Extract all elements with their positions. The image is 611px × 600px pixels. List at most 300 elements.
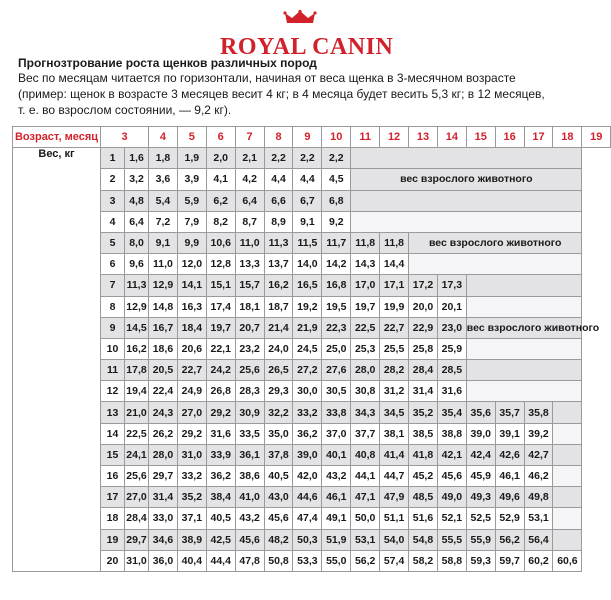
weight-value-cell: 35,2 [177, 487, 206, 508]
weight-value-cell: 9,2 [322, 211, 351, 232]
weight-value-cell: 19,9 [380, 296, 409, 317]
weight-value-cell: 47,4 [293, 508, 322, 529]
weight-value-cell: 25,5 [380, 338, 409, 359]
adult-weight-note: вес взрослого животного [466, 317, 582, 338]
adult-weight-note: вес взрослого животного [409, 232, 582, 253]
table-row [13, 317, 611, 338]
weight-value-cell: 44,1 [351, 466, 380, 487]
weight-value-cell: 43,2 [322, 466, 351, 487]
weight-value-cell: 35,7 [495, 402, 524, 423]
weight-value-cell: 28,2 [380, 360, 409, 381]
weight-value-cell: 36,0 [149, 550, 178, 571]
weight-value-cell: 3,2 [125, 169, 149, 190]
weight-value-cell: 34,6 [149, 529, 178, 550]
weight-value-cell: 18,6 [149, 338, 178, 359]
blank-cell [351, 190, 582, 211]
weight-value-cell: 28,3 [235, 381, 264, 402]
weight-value-cell: 16,5 [293, 275, 322, 296]
weight-value-cell: 8,9 [264, 211, 293, 232]
weight-value-cell: 35,2 [409, 402, 438, 423]
weight-value-cell: 30,8 [351, 381, 380, 402]
weight-value-cell: 31,2 [380, 381, 409, 402]
weight-value-cell: 40,1 [322, 444, 351, 465]
weight-value-cell: 5,4 [149, 190, 178, 211]
weight-value-cell: 11,0 [235, 232, 264, 253]
weight-value-cell: 48,5 [409, 487, 438, 508]
weight-value-cell: 59,7 [495, 550, 524, 571]
weight-value-cell: 52,1 [437, 508, 466, 529]
weight-value-cell: 31,4 [409, 381, 438, 402]
weight-header: Вес, кг [13, 148, 101, 572]
weight-value-cell: 14,2 [322, 254, 351, 275]
weight-value-cell: 17,0 [351, 275, 380, 296]
weight-value-cell: 18,7 [264, 296, 293, 317]
weight-value-cell: 27,0 [177, 402, 206, 423]
blank-cell [553, 402, 582, 423]
weight-value-cell: 7,9 [177, 211, 206, 232]
weight-value-cell: 2,2 [264, 148, 293, 169]
weight-value-cell: 57,4 [380, 550, 409, 571]
start-weight-cell: 15 [101, 444, 125, 465]
start-weight-cell: 6 [101, 254, 125, 275]
weight-value-cell: 23,2 [235, 338, 264, 359]
growth-table [12, 126, 611, 572]
weight-value-cell: 36,2 [293, 423, 322, 444]
weight-value-cell: 4,5 [322, 169, 351, 190]
adult-weight-note: вес взрослого животного [351, 169, 582, 190]
table-row [13, 148, 611, 169]
weight-value-cell: 2,2 [293, 148, 322, 169]
weight-value-cell: 24,0 [264, 338, 293, 359]
weight-value-cell: 30,9 [235, 402, 264, 423]
weight-value-cell: 11,8 [351, 232, 380, 253]
start-weight-cell: 8 [101, 296, 125, 317]
weight-value-cell: 14,8 [149, 296, 178, 317]
weight-value-cell: 4,4 [293, 169, 322, 190]
start-weight-cell: 11 [101, 360, 125, 381]
weight-value-cell: 22,5 [125, 423, 149, 444]
weight-value-cell: 49,6 [495, 487, 524, 508]
weight-value-cell: 41,0 [235, 487, 264, 508]
weight-value-cell: 28,4 [125, 508, 149, 529]
month-header: 10 [322, 127, 351, 148]
weight-value-cell: 25,9 [437, 338, 466, 359]
weight-value-cell: 20,1 [437, 296, 466, 317]
month-header: 7 [235, 127, 264, 148]
weight-value-cell: 49,8 [524, 487, 553, 508]
weight-value-cell: 26,8 [206, 381, 235, 402]
royal-canin-logo [0, 10, 600, 60]
description-line: т. е. во взрослом состоянии, — 9,2 кг). [18, 103, 232, 117]
blank-cell [466, 275, 582, 296]
weight-value-cell: 40,5 [264, 466, 293, 487]
weight-value-cell: 33,5 [235, 423, 264, 444]
blank-cell [553, 466, 582, 487]
weight-value-cell: 42,5 [206, 529, 235, 550]
weight-value-cell: 12,9 [149, 275, 178, 296]
weight-value-cell: 59,3 [466, 550, 495, 571]
month-header: 11 [351, 127, 380, 148]
weight-value-cell: 31,6 [206, 423, 235, 444]
weight-value-cell: 1,8 [149, 148, 178, 169]
weight-value-cell: 11,7 [322, 232, 351, 253]
weight-value-cell: 54,8 [409, 529, 438, 550]
weight-value-cell: 33,9 [206, 444, 235, 465]
weight-value-cell: 24,3 [149, 402, 178, 423]
weight-value-cell: 33,8 [322, 402, 351, 423]
weight-value-cell: 58,8 [437, 550, 466, 571]
weight-value-cell: 49,0 [437, 487, 466, 508]
weight-value-cell: 38,4 [206, 487, 235, 508]
weight-value-cell: 12,9 [125, 296, 149, 317]
weight-value-cell: 48,2 [264, 529, 293, 550]
table-row [13, 338, 611, 359]
weight-value-cell: 27,2 [293, 360, 322, 381]
blank-cell [466, 360, 582, 381]
weight-value-cell: 8,7 [235, 211, 264, 232]
table-row [13, 466, 611, 487]
weight-value-cell: 20,7 [235, 317, 264, 338]
weight-value-cell: 11,8 [380, 232, 409, 253]
weight-value-cell: 42,4 [466, 444, 495, 465]
month-header: 8 [264, 127, 293, 148]
weight-value-cell: 4,4 [264, 169, 293, 190]
weight-value-cell: 60,6 [553, 550, 582, 571]
weight-value-cell: 25,6 [235, 360, 264, 381]
weight-value-cell: 45,6 [264, 508, 293, 529]
table-row [13, 254, 611, 275]
weight-value-cell: 40,8 [351, 444, 380, 465]
weight-value-cell: 12,8 [206, 254, 235, 275]
blank-cell [466, 381, 582, 402]
weight-value-cell: 19,7 [206, 317, 235, 338]
weight-value-cell: 2,2 [322, 148, 351, 169]
weight-value-cell: 33,2 [177, 466, 206, 487]
weight-value-cell: 28,0 [149, 444, 178, 465]
weight-value-cell: 42,7 [524, 444, 553, 465]
table-row [13, 296, 611, 317]
weight-value-cell: 18,1 [235, 296, 264, 317]
weight-value-cell: 47,9 [380, 487, 409, 508]
weight-value-cell: 27,0 [125, 487, 149, 508]
blank-cell [553, 508, 582, 529]
weight-value-cell: 16,2 [125, 338, 149, 359]
description-line: (пример: щенок в возрасте 3 месяцев весит 4 кг; в 4 месяца будет весить 5,3 кг; в 12 месяцев, [18, 87, 545, 101]
weight-value-cell: 24,2 [206, 360, 235, 381]
weight-value-cell: 14,4 [380, 254, 409, 275]
weight-value-cell: 40,4 [177, 550, 206, 571]
month-header: 3 [101, 127, 149, 148]
start-weight-cell: 7 [101, 275, 125, 296]
description [18, 70, 600, 118]
weight-value-cell: 39,2 [524, 423, 553, 444]
weight-value-cell: 41,4 [380, 444, 409, 465]
blank-cell [466, 296, 582, 317]
month-header: 4 [149, 127, 178, 148]
weight-value-cell: 46,2 [524, 466, 553, 487]
weight-value-cell: 44,4 [206, 550, 235, 571]
blank-cell [553, 487, 582, 508]
weight-value-cell: 44,7 [380, 466, 409, 487]
weight-value-cell: 15,1 [206, 275, 235, 296]
weight-value-cell: 9,6 [125, 254, 149, 275]
page-title: Прогнозтрование роста щенков различных пород [18, 56, 317, 70]
month-header: 6 [206, 127, 235, 148]
weight-value-cell: 53,3 [293, 550, 322, 571]
table-row [13, 190, 611, 211]
weight-value-cell: 37,8 [264, 444, 293, 465]
start-weight-cell: 16 [101, 466, 125, 487]
table-row [13, 508, 611, 529]
weight-value-cell: 38,8 [437, 423, 466, 444]
weight-value-cell: 43,2 [235, 508, 264, 529]
month-header: 17 [524, 127, 553, 148]
weight-value-cell: 6,6 [264, 190, 293, 211]
weight-value-cell: 6,8 [322, 190, 351, 211]
weight-value-cell: 6,7 [293, 190, 322, 211]
weight-value-cell: 3,6 [149, 169, 178, 190]
weight-value-cell: 49,1 [322, 508, 351, 529]
weight-value-cell: 31,0 [125, 550, 149, 571]
weight-value-cell: 56,2 [495, 529, 524, 550]
weight-value-cell: 45,6 [235, 529, 264, 550]
weight-value-cell: 50,0 [351, 508, 380, 529]
weight-value-cell: 52,9 [495, 508, 524, 529]
weight-value-cell: 11,3 [264, 232, 293, 253]
weight-value-cell: 42,1 [437, 444, 466, 465]
weight-value-cell: 7,2 [149, 211, 178, 232]
weight-value-cell: 44,6 [293, 487, 322, 508]
weight-value-cell: 25,8 [409, 338, 438, 359]
month-header: 19 [582, 127, 611, 148]
weight-value-cell: 4,1 [206, 169, 235, 190]
weight-value-cell: 35,6 [466, 402, 495, 423]
table-row [13, 529, 611, 550]
weight-value-cell: 9,1 [293, 211, 322, 232]
start-weight-cell: 18 [101, 508, 125, 529]
weight-value-cell: 35,8 [524, 402, 553, 423]
weight-value-cell: 13,3 [235, 254, 264, 275]
start-weight-cell: 12 [101, 381, 125, 402]
weight-value-cell: 30,5 [322, 381, 351, 402]
weight-value-cell: 29,7 [149, 466, 178, 487]
weight-value-cell: 51,9 [322, 529, 351, 550]
table-row [13, 381, 611, 402]
table-row [13, 402, 611, 423]
month-header: 16 [495, 127, 524, 148]
weight-value-cell: 17,3 [437, 275, 466, 296]
start-weight-cell: 9 [101, 317, 125, 338]
header-row [13, 127, 611, 148]
weight-value-cell: 42,6 [495, 444, 524, 465]
month-header: 13 [409, 127, 438, 148]
weight-value-cell: 25,3 [351, 338, 380, 359]
weight-value-cell: 36,1 [235, 444, 264, 465]
blank-cell [351, 148, 582, 169]
weight-value-cell: 60,2 [524, 550, 553, 571]
brand-name: ROYAL CANIN [220, 34, 394, 60]
table-row [13, 444, 611, 465]
weight-value-cell: 29,2 [206, 402, 235, 423]
table-row [13, 275, 611, 296]
weight-value-cell: 50,8 [264, 550, 293, 571]
weight-value-cell: 55,9 [466, 529, 495, 550]
weight-value-cell: 11,3 [125, 275, 149, 296]
weight-value-cell: 56,2 [351, 550, 380, 571]
weight-value-cell: 6,4 [125, 211, 149, 232]
weight-value-cell: 4,8 [125, 190, 149, 211]
start-weight-cell: 3 [101, 190, 125, 211]
weight-value-cell: 51,1 [380, 508, 409, 529]
weight-value-cell: 16,2 [264, 275, 293, 296]
table-row [13, 423, 611, 444]
weight-value-cell: 36,2 [206, 466, 235, 487]
weight-value-cell: 8,2 [206, 211, 235, 232]
weight-value-cell: 26,2 [149, 423, 178, 444]
weight-value-cell: 29,7 [125, 529, 149, 550]
weight-value-cell: 34,5 [380, 402, 409, 423]
weight-value-cell: 22,7 [380, 317, 409, 338]
weight-value-cell: 14,1 [177, 275, 206, 296]
weight-value-cell: 45,9 [466, 466, 495, 487]
weight-value-cell: 55,5 [437, 529, 466, 550]
weight-value-cell: 20,5 [149, 360, 178, 381]
weight-value-cell: 52,5 [466, 508, 495, 529]
weight-value-cell: 39,0 [466, 423, 495, 444]
weight-value-cell: 19,7 [351, 296, 380, 317]
weight-value-cell: 39,1 [495, 423, 524, 444]
crown-icon [284, 10, 316, 24]
weight-value-cell: 49,3 [466, 487, 495, 508]
weight-value-cell: 14,3 [351, 254, 380, 275]
weight-value-cell: 47,8 [235, 550, 264, 571]
table-row [13, 360, 611, 381]
table-row [13, 232, 611, 253]
weight-value-cell: 46,1 [322, 487, 351, 508]
weight-value-cell: 38,1 [380, 423, 409, 444]
weight-value-cell: 31,4 [149, 487, 178, 508]
weight-value-cell: 50,3 [293, 529, 322, 550]
weight-value-cell: 17,2 [409, 275, 438, 296]
weight-value-cell: 21,4 [264, 317, 293, 338]
weight-value-cell: 39,0 [293, 444, 322, 465]
weight-value-cell: 38,9 [177, 529, 206, 550]
weight-value-cell: 20,6 [177, 338, 206, 359]
weight-value-cell: 46,1 [495, 466, 524, 487]
weight-value-cell: 22,7 [177, 360, 206, 381]
weight-value-cell: 31,0 [177, 444, 206, 465]
weight-value-cell: 19,5 [322, 296, 351, 317]
weight-value-cell: 8,0 [125, 232, 149, 253]
weight-value-cell: 55,0 [322, 550, 351, 571]
weight-value-cell: 54,0 [380, 529, 409, 550]
weight-value-cell: 22,1 [206, 338, 235, 359]
weight-value-cell: 58,2 [409, 550, 438, 571]
weight-value-cell: 38,6 [235, 466, 264, 487]
weight-value-cell: 45,2 [409, 466, 438, 487]
weight-value-cell: 25,0 [322, 338, 351, 359]
weight-value-cell: 9,1 [149, 232, 178, 253]
weight-value-cell: 13,7 [264, 254, 293, 275]
weight-value-cell: 22,4 [149, 381, 178, 402]
weight-value-cell: 9,9 [177, 232, 206, 253]
start-weight-cell: 14 [101, 423, 125, 444]
weight-value-cell: 17,4 [206, 296, 235, 317]
weight-value-cell: 26,5 [264, 360, 293, 381]
weight-value-cell: 31,6 [437, 381, 466, 402]
weight-value-cell: 37,1 [177, 508, 206, 529]
weight-value-cell: 27,6 [322, 360, 351, 381]
weight-value-cell: 2,0 [206, 148, 235, 169]
weight-value-cell: 16,8 [322, 275, 351, 296]
weight-value-cell: 5,9 [177, 190, 206, 211]
weight-value-cell: 21,9 [293, 317, 322, 338]
start-weight-cell: 10 [101, 338, 125, 359]
month-header: 12 [380, 127, 409, 148]
weight-value-cell: 37,0 [322, 423, 351, 444]
weight-value-cell: 1,9 [177, 148, 206, 169]
weight-value-cell: 34,3 [351, 402, 380, 423]
weight-value-cell: 35,4 [437, 402, 466, 423]
weight-value-cell: 4,2 [235, 169, 264, 190]
weight-value-cell: 16,3 [177, 296, 206, 317]
weight-value-cell: 43,0 [264, 487, 293, 508]
weight-value-cell: 24,9 [177, 381, 206, 402]
weight-value-cell: 33,2 [293, 402, 322, 423]
start-weight-cell: 17 [101, 487, 125, 508]
blank-cell [351, 211, 582, 232]
weight-value-cell: 38,5 [409, 423, 438, 444]
weight-value-cell: 45,6 [437, 466, 466, 487]
weight-value-cell: 47,1 [351, 487, 380, 508]
weight-value-cell: 16,7 [149, 317, 178, 338]
weight-value-cell: 28,0 [351, 360, 380, 381]
month-header: 14 [437, 127, 466, 148]
weight-value-cell: 41,8 [409, 444, 438, 465]
table-row [13, 550, 611, 571]
weight-value-cell: 33,0 [149, 508, 178, 529]
weight-value-cell: 37,7 [351, 423, 380, 444]
weight-value-cell: 1,6 [125, 148, 149, 169]
weight-value-cell: 17,8 [125, 360, 149, 381]
start-weight-cell: 1 [101, 148, 125, 169]
weight-value-cell: 23,0 [437, 317, 466, 338]
month-header: 18 [553, 127, 582, 148]
weight-value-cell: 6,4 [235, 190, 264, 211]
month-header: 5 [177, 127, 206, 148]
table-row [13, 169, 611, 190]
weight-value-cell: 28,4 [409, 360, 438, 381]
weight-value-cell: 51,6 [409, 508, 438, 529]
table-row [13, 487, 611, 508]
weight-value-cell: 53,1 [524, 508, 553, 529]
start-weight-cell: 4 [101, 211, 125, 232]
weight-value-cell: 28,5 [437, 360, 466, 381]
weight-value-cell: 17,1 [380, 275, 409, 296]
weight-value-cell: 11,5 [293, 232, 322, 253]
blank-cell [553, 529, 582, 550]
blank-cell [409, 254, 582, 275]
weight-value-cell: 22,9 [409, 317, 438, 338]
month-header: 15 [466, 127, 495, 148]
weight-value-cell: 11,0 [149, 254, 178, 275]
age-header: Возраст, месяц [13, 127, 101, 148]
weight-value-cell: 19,4 [125, 381, 149, 402]
weight-value-cell: 15,7 [235, 275, 264, 296]
weight-value-cell: 22,5 [351, 317, 380, 338]
weight-value-cell: 35,0 [264, 423, 293, 444]
blank-cell [466, 338, 582, 359]
